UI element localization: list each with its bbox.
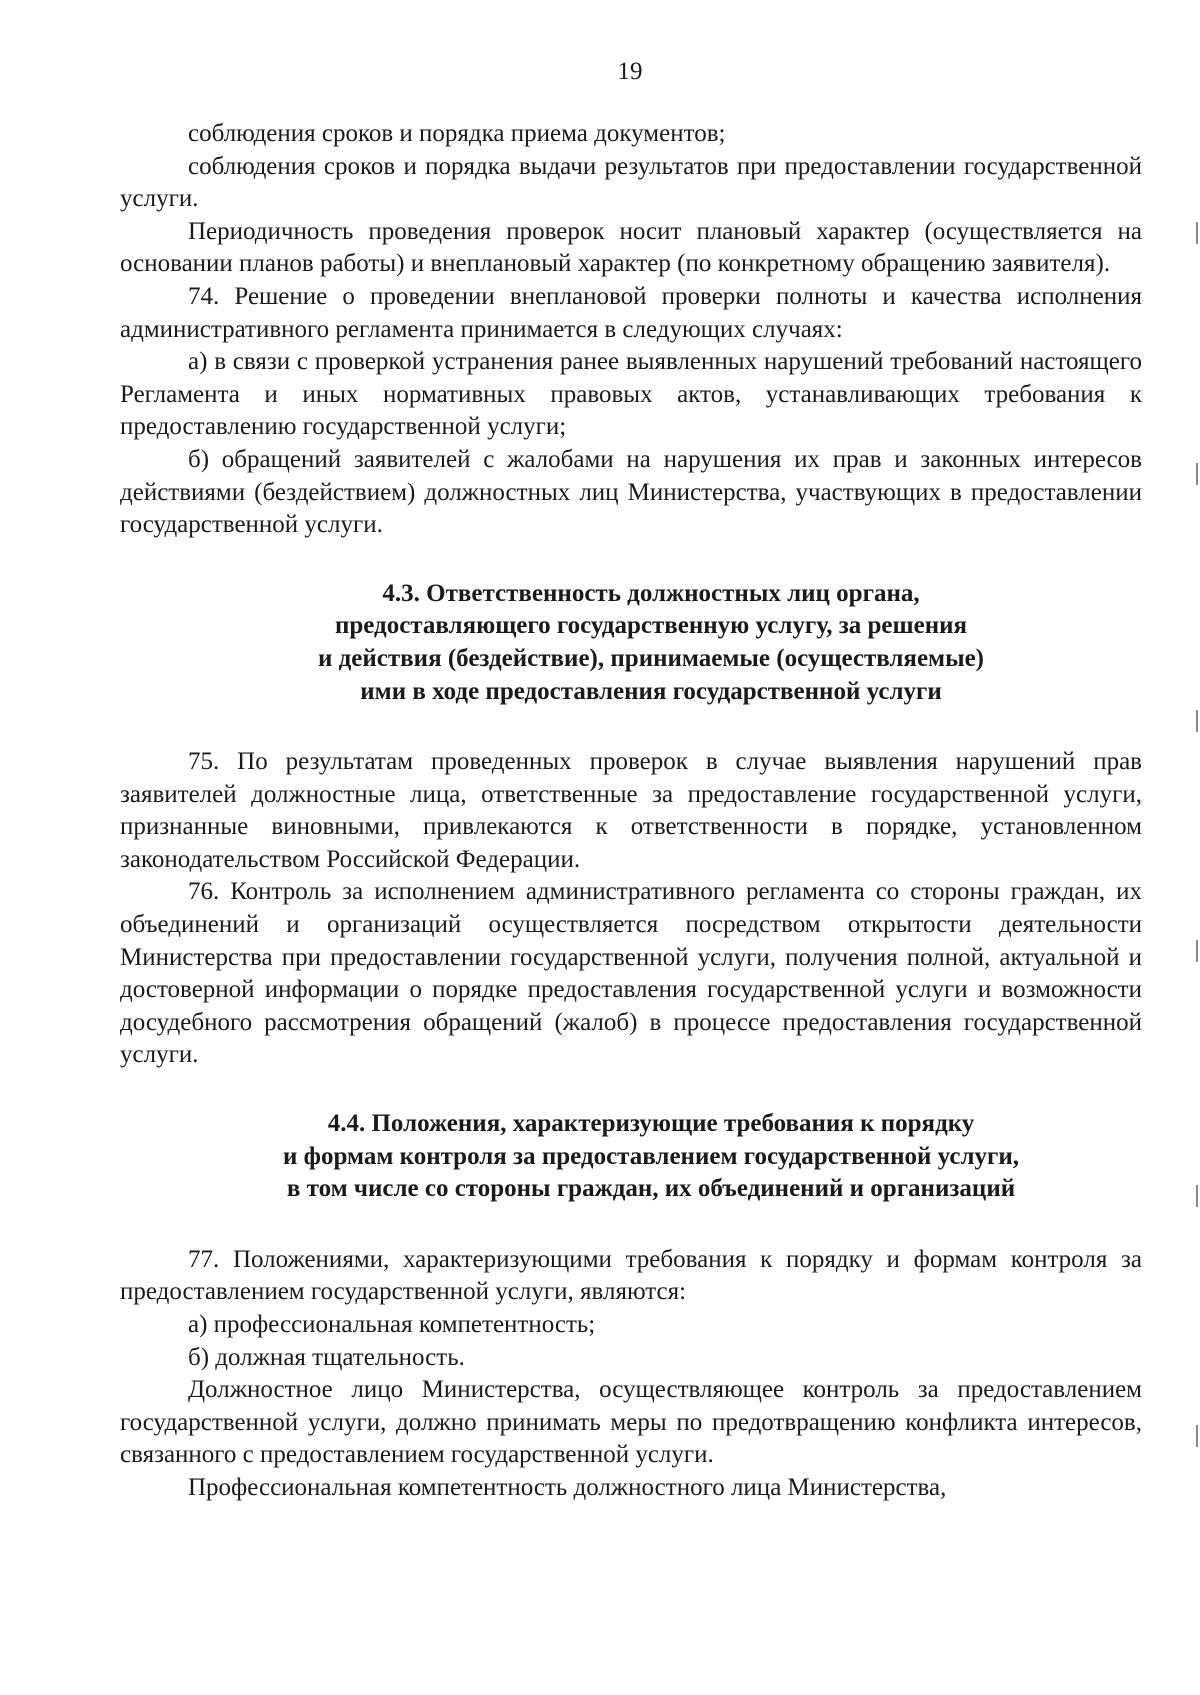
heading-line: 4.4. Положения, характеризующие требования к порядку <box>327 1110 975 1138</box>
section-4-2-continuation <box>120 118 1142 542</box>
paragraph: Профессиональная компетентность должностного лица Министерства, <box>188 1473 947 1501</box>
document-body <box>120 118 1142 1505</box>
paragraph: 77. Положениями, характеризующими требования к порядку и формам контроля за предоставлением государственной услуги, являются: <box>120 1245 1142 1306</box>
paragraph: Должностное лицо Министерства, осуществляющее контроль за предоставлением государственной услуги, должно принимать меры по предотвращению конфликта интересов, связанного с предоставлением государственной услуги. <box>120 1376 1142 1469</box>
heading-line: 4.3. Ответственность должностных лиц органа, <box>382 579 920 607</box>
section-4-4-body <box>120 1244 1142 1505</box>
scan-margin-mark <box>1196 463 1198 485</box>
heading-line: ими в ходе предоставления государственной услуги <box>360 677 942 705</box>
heading-line: и формам контроля за предоставлением государственной услуги, <box>283 1142 1019 1170</box>
paragraph: соблюдения сроков и порядка приема документов; <box>188 120 726 147</box>
page-number: 19 <box>617 58 643 85</box>
heading-line: и действия (бездействие), принимаемые (осуществляемые) <box>317 644 985 672</box>
scan-margin-mark <box>1196 222 1198 244</box>
heading-4-4 <box>120 1108 1142 1206</box>
scan-margin-mark <box>1196 1185 1198 1207</box>
paragraph: 76. Контроль за исполнением административного регламента со стороны граждан, их объединений и организаций осуществляется посредством открытости деятельности Министерства при предоставлении государственной услуги, получения полной, актуальной и достоверной информации о порядке предоставления государственной услуги и возможности досудебного рассмотрения обращений (жалоб) в процессе предоставления государственной услуги. <box>120 878 1142 1069</box>
heading-line: предоставляющего государственную услугу, за решения <box>334 612 968 640</box>
paragraph: Периодичность проведения проверок носит плановый характер (осуществляется на основании планов работы) и внеплановый характер (по конкретному обращению заявителя). <box>120 217 1142 278</box>
paragraph: б) должная тщательность. <box>188 1343 465 1371</box>
scan-margin-mark <box>1196 710 1198 732</box>
paragraph: а) профессиональная компетентность; <box>188 1311 596 1338</box>
paragraph: 75. По результатам проведенных проверок в случае выявления нарушений прав заявителей должностные лица, ответственные за предоставление государственной услуги, признанные виновными, привлекаются к ответственности в порядке, установленном законодательством Российской Федерации. <box>120 748 1142 873</box>
paragraph: 74. Решение о проведении внеплановой проверки полноты и качества исполнения административного регламента принимается в следующих случаях: <box>120 282 1142 343</box>
section-4-3-body <box>120 746 1142 1072</box>
paragraph: б) обращений заявителей с жалобами на нарушения их прав и законных интересов действиями (бездействием) должностных лиц Министерства, участвующих в предоставлении государственной услуги. <box>120 445 1142 539</box>
scan-margin-mark <box>1196 1425 1198 1447</box>
paragraph: соблюдения сроков и порядка выдачи результатов при предоставлении государственной услуги. <box>120 152 1142 213</box>
scan-margin-mark <box>1196 940 1198 962</box>
heading-line: в том числе со стороны граждан, их объединений и организаций <box>286 1175 1016 1203</box>
heading-4-3 <box>120 578 1142 708</box>
paragraph: а) в связи с проверкой устранения ранее выявленных нарушений требований настоящего Регламента и иных нормативных правовых актов, устанавливающих требования к предоставлению государственной услуги; <box>120 348 1142 441</box>
